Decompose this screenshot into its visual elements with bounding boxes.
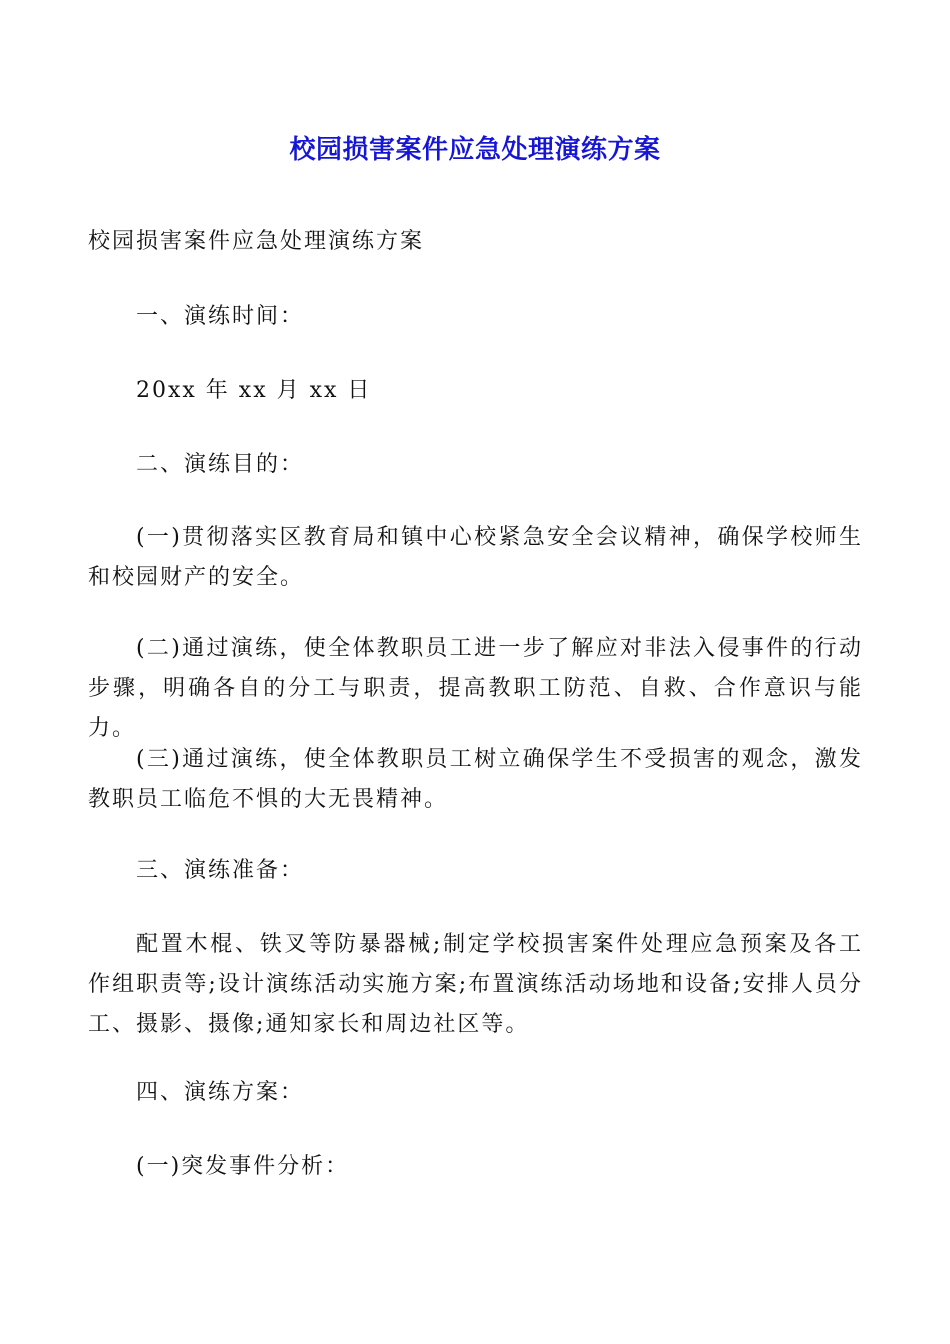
plan-item-1: (一)突发事件分析： bbox=[136, 1154, 350, 1179]
drill-date: 20xx 年 xx 月 xx 日 bbox=[136, 378, 372, 403]
section-heading-preparation: 三、演练准备： bbox=[136, 858, 305, 883]
section-heading-time: 一、演练时间： bbox=[136, 304, 305, 329]
preparation-details: 配置木棍、铁叉等防暴器械;制定学校损害案件处理应急预案及各工作组职责等;设计演练活动实施方案;布置演练活动场地和设备;安排人员分工、摄影、摄像;通知家长和周边社区等。 bbox=[88, 932, 863, 1037]
page-title: 校园损害案件应急处理演练方案 bbox=[289, 135, 661, 165]
purpose-item-1: (一)贯彻落实区教育局和镇中心校紧急安全会议精神，确保学校师生和校园财产的安全。 bbox=[88, 525, 863, 590]
doc-subtitle: 校园损害案件应急处理演练方案 bbox=[88, 229, 425, 254]
purpose-item-3: (三)通过演练，使全体教职员工树立确保学生不受损害的观念，激发教职员工临危不惧的大无畏精神。 bbox=[88, 747, 863, 812]
purpose-item-2: (二)通过演练，使全体教职员工进一步了解应对非法入侵事件的行动步骤，明确各自的分工与职责，提高教职工防范、自救、合作意识与能力。 bbox=[88, 636, 863, 741]
section-heading-plan: 四、演练方案： bbox=[136, 1080, 305, 1105]
section-heading-purpose: 二、演练目的： bbox=[136, 452, 305, 477]
